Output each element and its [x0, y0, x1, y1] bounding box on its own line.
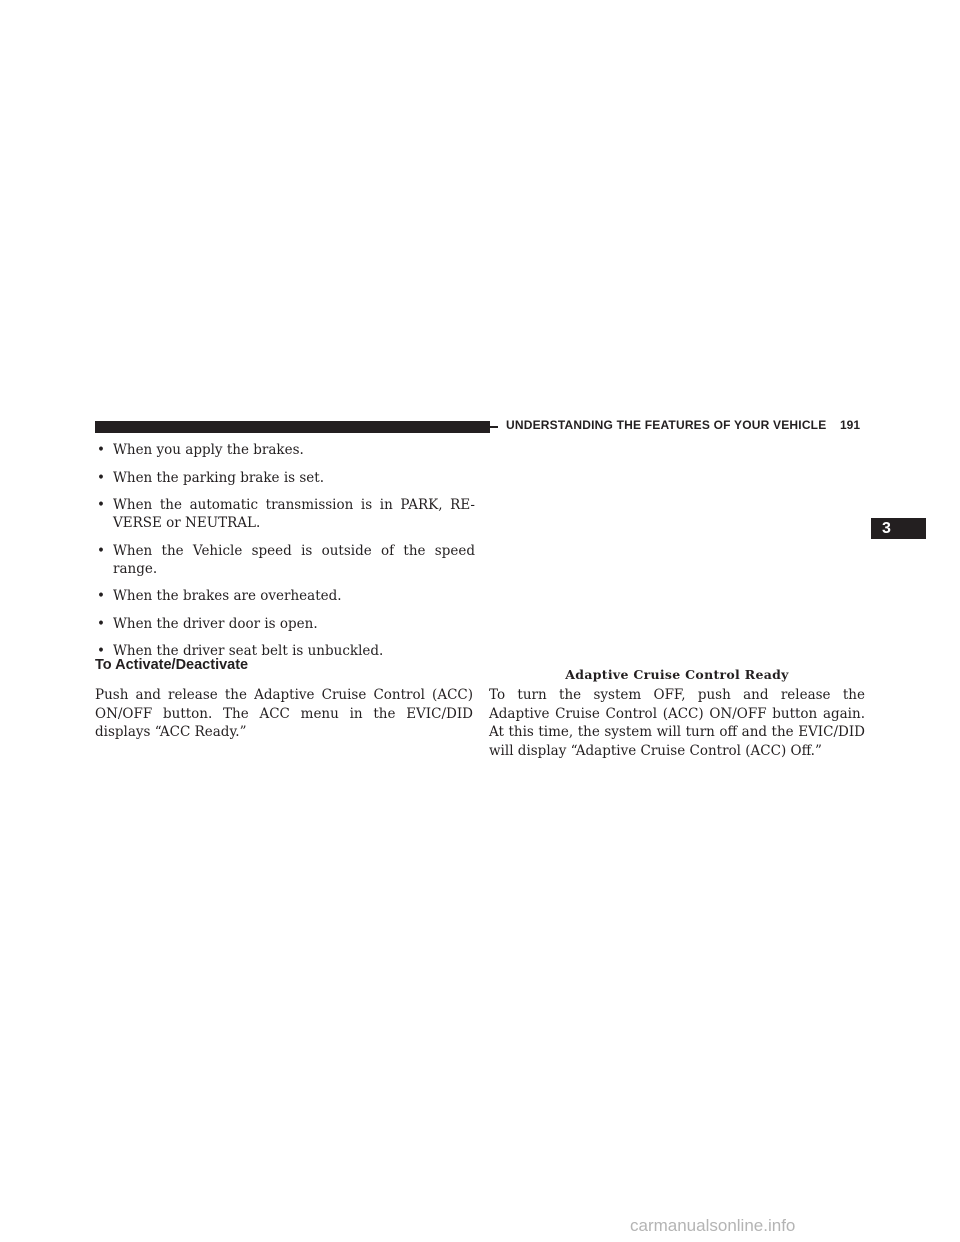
deactivate-paragraph: To turn the system OFF, push and release the Adaptive Cruise Control (ACC) ON/OFF button again. At this time, the system will turn off and the EVIC/DID will display “Adaptive Cruise Control (ACC) Off.”: [489, 687, 865, 759]
bullet-text: When you apply the brakes.: [113, 442, 304, 458]
bullet-icon: •: [97, 643, 105, 659]
bullet-text: When the parking brake is set.: [113, 469, 324, 486]
bullet-icon: •: [97, 615, 105, 632]
bullet-icon: •: [97, 497, 105, 513]
bullet-item: [95, 615, 475, 633]
condition-bullet-list: [95, 441, 475, 670]
chapter-tab: 3: [871, 518, 926, 539]
bullet-text: When the Vehicle speed is outside of the speed range.: [113, 542, 475, 577]
figure-caption: Adaptive Cruise Control Ready: [565, 667, 789, 682]
bullet-item: [95, 441, 475, 459]
bullet-icon: •: [97, 442, 105, 458]
bullet-item: [95, 587, 475, 605]
watermark-text: carmanualsonline.info: [630, 1216, 796, 1235]
bullet-text: When the driver seat belt is unbuckled.: [113, 643, 384, 659]
header-rule: [490, 426, 498, 428]
header-bar: [95, 421, 490, 433]
bullet-text: When the driver door is open.: [113, 615, 318, 632]
bullet-text: When the automatic transmission is in PARK, RE-VERSE or NEUTRAL.: [113, 497, 475, 531]
bullet-icon: •: [97, 588, 105, 604]
bullet-text: When the brakes are overheated.: [113, 588, 342, 604]
section-heading: To Activate/Deactivate: [95, 657, 249, 673]
bullet-icon: •: [97, 542, 105, 559]
chapter-title: UNDERSTANDING THE FEATURES OF YOUR VEHICLE: [506, 418, 827, 432]
bullet-icon: •: [97, 469, 105, 486]
activate-paragraph: Push and release the Adaptive Cruise Control (ACC) ON/OFF button. The ACC menu in the EVIC/DID displays “ACC Ready.”: [95, 687, 473, 741]
bullet-item: [95, 542, 475, 578]
bullet-item: [95, 469, 475, 487]
page-number: 191: [840, 418, 861, 432]
bullet-item: [95, 496, 475, 532]
